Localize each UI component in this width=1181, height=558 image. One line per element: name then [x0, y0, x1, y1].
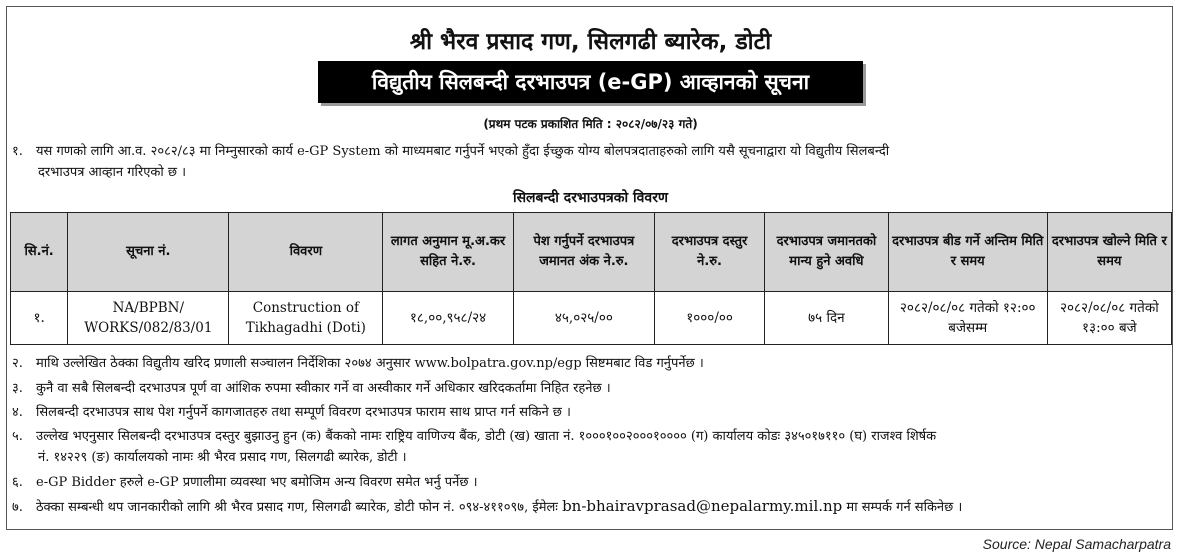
- point-5-continuation: नं. १४२२९ (ङ) कार्यालयको नामः श्री भैरव प्रसाद गण, सिलगढी ब्यारेक, डोटी ।: [38, 450, 407, 465]
- point-3-number: ३.: [12, 381, 23, 396]
- point-7: [12, 496, 1172, 518]
- table-row: [11, 292, 1172, 345]
- header-notice-no: सूचना नं.: [68, 213, 229, 292]
- header-fee: दरभाउपत्र दस्तुर ने.रु.: [655, 213, 765, 292]
- point-3-text: कुनै वा सबै सिलबन्दी दरभाउपत्र पूर्ण वा आंशिक रुपमा स्वीकार गर्ने वा अस्वीकार गर्ने अधिकार खरिदकर्तामा निहित रहनेछ ।: [36, 381, 611, 396]
- point-6: [12, 472, 1172, 493]
- point-5-text: उल्लेख भएनुसार सिलबन्दी दरभाउपत्र दस्तुर बुझाउनु हुन (क) बैंकको नामः राष्ट्रिय वाणिज्य बैंक, डोटी (ख) खाता नं. १०००१००२०००१०००० (ग) कार्यालय कोडः ३४५०१७११० (घ) राजश्व शिर्षक: [36, 429, 937, 444]
- point-4-text: सिलबन्दी दरभाउपत्र साथ पेश गर्नुपर्ने कागजातहरु तथा सम्पूर्ण विवरण दरभाउपत्र फाराम साथ प्राप्त गर्न सकिने छ ।: [36, 405, 571, 420]
- point-6-text: e-GP Bidder हरुले e-GP प्रणालीमा व्यवस्था भए बमोजिम अन्य विवरण समेत भर्नु पर्नेछ ।: [36, 475, 478, 490]
- header-description: विवरण: [229, 213, 383, 292]
- header-sn: सि.नं.: [11, 213, 68, 292]
- point-6-number: ६.: [12, 475, 23, 490]
- cell-validity: ७५ दिन: [765, 292, 889, 345]
- header-opening: दरभाउपत्र खोल्ने मिति र समय: [1047, 213, 1171, 292]
- table-header-row: [11, 213, 1172, 292]
- table-title: सिलबन्दी दरभाउपत्रको विवरण: [512, 190, 669, 206]
- cell-sn: १.: [11, 292, 68, 345]
- point-4: [12, 402, 1172, 423]
- point-4-number: ४.: [12, 405, 23, 420]
- point-7-text: ठेक्का सम्बन्धी थप जानकारीको लागि श्री भैरव प्रसाद गण, सिलगढी ब्यारेक, डोटी फोन नं. ०९४-४११०९७, ईमेलः: [36, 500, 558, 515]
- first-published-date: (प्रथम पटक प्रकाशित मिति : २०८२/०७/२३ गते): [483, 117, 698, 131]
- contact-email: bn-bhairavprasad@nepalarmy.mil.np: [562, 497, 843, 515]
- point-7-number: ७.: [12, 500, 23, 515]
- cell-cost-estimate: १८,००,९५८/२४: [383, 292, 513, 345]
- point-5: [12, 426, 1172, 468]
- intro-line-2: दरभाउपत्र आव्हान गरिएको छ ।: [38, 165, 187, 180]
- intro-number: १.: [12, 144, 23, 159]
- cell-bid-deadline: २०८२/०८/०८ गतेको १२:०० बजेसम्म: [888, 292, 1047, 345]
- cell-bid-security: ४५,०२५/००: [513, 292, 654, 345]
- header-bid-security: पेश गर्नुपर्ने दरभाउपत्र जमानत अंक ने.रु.: [513, 213, 654, 292]
- intro-paragraph: [12, 141, 1172, 183]
- header-cost-estimate: लागत अनुमान मू.अ.कर सहित ने.रु.: [383, 213, 513, 292]
- point-5-number: ५.: [12, 429, 23, 444]
- point-2-number: २.: [12, 356, 23, 371]
- header-validity: दरभाउपत्र जमानतको मान्य हुने अवधि: [765, 213, 889, 292]
- point-2-text: माथि उल्लेखित ठेक्का विद्युतीय खरिद प्रणाली सञ्चालन निर्देशिका २०७४ अनुसार www.bolpatra.gov.np/egp सिष्टमबाट विड गर्नुपर्नेछ ।: [36, 356, 704, 371]
- intro-line-1: यस गणको लागि आ.व. २०८२/८३ मा निम्नुसारको कार्य e-GP System को माध्यमबाट गर्नुपर्ने भएको हुँदा ईच्छुक योग्य बोलपत्रदाताहरुको लागि यसै सूचनाद्वारा यो विद्युतीय सिलबन्दी: [36, 144, 890, 159]
- point-7-tail: मा सम्पर्क गर्न सकिनेछ ।: [846, 500, 963, 515]
- cell-description: Construction of Tikhagadhi (Doti): [229, 292, 383, 345]
- cell-notice-no: NA/BPBN/ WORKS/082/83/01: [68, 292, 229, 345]
- header-bid-deadline: दरभाउपत्र बीड गर्ने अन्तिम मिति र समय: [888, 213, 1047, 292]
- source-credit: Source: Nepal Samacharpatra: [982, 536, 1171, 552]
- point-2: [12, 353, 1172, 374]
- point-3: [12, 378, 1172, 399]
- notice-banner: विद्युतीय सिलबन्दी दरभाउपत्र (e-GP) आव्हानको सूचना: [318, 61, 863, 103]
- cell-opening: २०८२/०८/०८ गतेको १३:०० बजे: [1047, 292, 1171, 345]
- bid-details-table: [10, 212, 1172, 345]
- cell-fee: १०००/००: [655, 292, 765, 345]
- office-title: श्री भैरव प्रसाद गण, सिलगढी ब्यारेक, डोटी: [409, 29, 772, 55]
